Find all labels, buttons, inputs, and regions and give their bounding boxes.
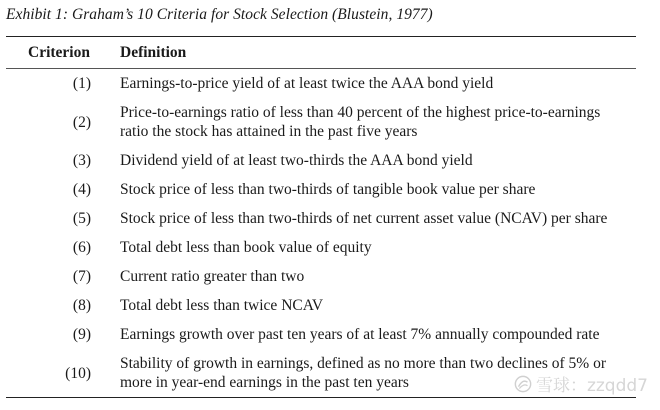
criterion-definition: Current ratio greater than two: [120, 268, 305, 285]
table-row: [0, 262, 660, 291]
table-bottom-rule: [6, 397, 636, 398]
watermark: [514, 371, 648, 396]
criterion-number: (3): [72, 152, 91, 169]
table-top-rule: [6, 36, 636, 37]
criterion-number: (9): [72, 326, 91, 343]
criterion-definition: Earnings growth over past ten years of at least 7% annually compounded rate: [120, 326, 600, 343]
table-row: [0, 146, 660, 175]
table-row: [0, 291, 660, 320]
criterion-number: (6): [72, 239, 91, 256]
table-row: [0, 175, 660, 204]
table-row: [0, 98, 660, 146]
criterion-definition: Price-to-earnings ratio of less than 40 percent of the highest price-to-earnings ratio the stock has attained in the past five years: [120, 104, 601, 140]
watermark-text: 雪球：zzqdd7: [535, 376, 648, 396]
criterion-number: (2): [72, 113, 91, 131]
criterion-definition: Total debt less than book value of equity: [120, 239, 372, 256]
table-row: [0, 69, 660, 98]
table-row: [0, 204, 660, 233]
criterion-definition: Stock price of less than two-thirds of net current asset value (NCAV) per share: [120, 210, 608, 227]
criteria-table-body: [0, 69, 660, 397]
criterion-definition: Stability of growth in earnings, defined as no more than two declines of 5% or more in year-end earnings in the past ten years: [120, 355, 606, 391]
criterion-number: (7): [72, 268, 91, 285]
table-row: [0, 233, 660, 262]
criterion-number: (8): [72, 297, 91, 314]
header-criterion: Criterion: [28, 44, 90, 61]
criterion-number: (10): [65, 364, 91, 382]
table-row: [0, 320, 660, 349]
criterion-definition: Total debt less than twice NCAV: [120, 297, 324, 314]
criterion-number: (1): [72, 75, 91, 92]
header-definition: Definition: [120, 44, 187, 61]
exhibit-caption: Exhibit 1: Graham’s 10 Criteria for Stock Selection (Blustein, 1977): [6, 6, 433, 23]
criterion-definition: Dividend yield of at least two-thirds the AAA bond yield: [120, 152, 473, 169]
criterion-number: (5): [72, 210, 91, 227]
criterion-number: (4): [72, 181, 91, 198]
criterion-definition: Stock price of less than two-thirds of tangible book value per share: [120, 181, 536, 198]
snowball-logo-icon: [514, 375, 532, 393]
criterion-definition: Earnings-to-price yield of at least twice the AAA bond yield: [120, 75, 494, 92]
